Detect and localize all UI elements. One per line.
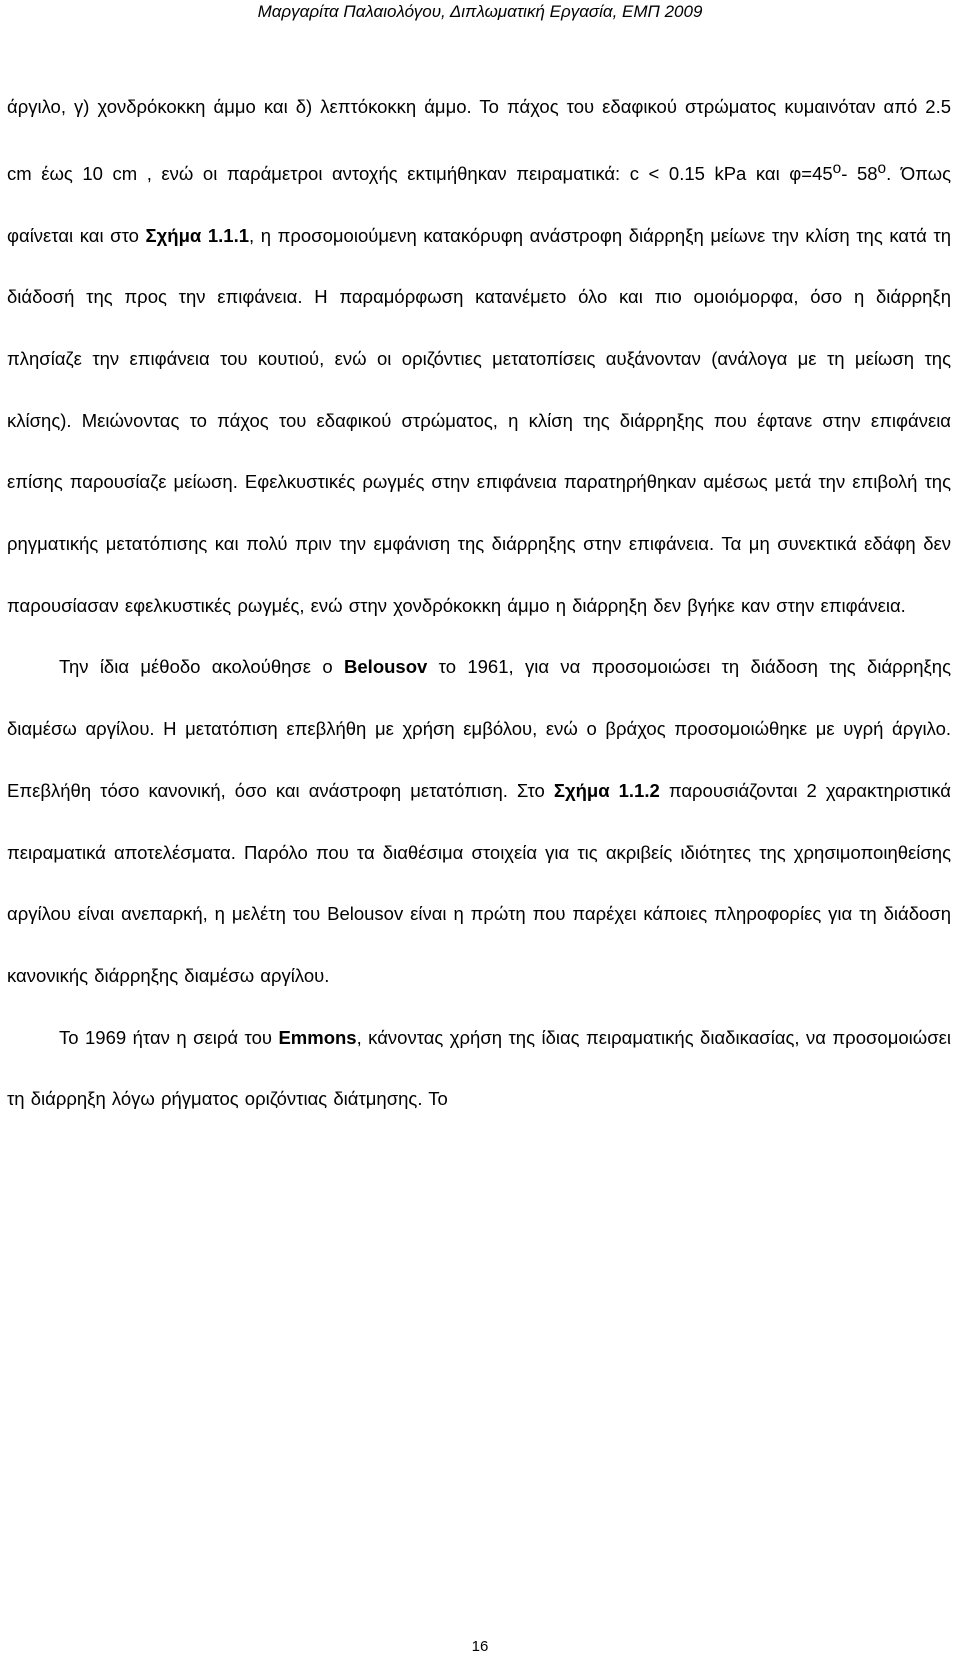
paragraph-3 <box>7 1007 951 1130</box>
text-run: , κάνοντας χρήση της ίδιας πειραματικής διαδικασίας, να προσομοιώσει τη διάρρηξη λόγω ρήγματος οριζόντιας διάτμησης. Το <box>7 1026 951 1110</box>
text-run: εκτιμήθηκαν πειραματικά: c < 0.15 kPa και φ=45 <box>407 162 833 184</box>
degree-superscript: ο <box>832 159 842 177</box>
paragraph-2 <box>7 636 951 1006</box>
text-run: , η προσομοιούμενη κατακόρυφη ανάστροφη διάρρηξη μείωνε την κλίση <box>249 224 850 246</box>
figure-reference: Σχήμα 1.1.2 <box>553 779 660 801</box>
text-run: Την ίδια μέθοδο ακολούθησε ο <box>59 656 345 678</box>
degree-superscript: ο <box>877 159 887 177</box>
text-run: παρουσιάζονται 2 χαρακτηριστικά πειραματικά αποτελέσματα. Παρόλο που τα διαθέσιμα στοιχεία για τις ακριβείς ιδιότητες της χρησιμοποιηθείσης αργίλου είναι ανεπαρκή, η μελέτη του Belousov είναι η πρώτη που παρέχει κάποιες πληροφορίες για τη διάδοση κανονικής διάρρηξης διαμέσω αργίλου. <box>7 779 951 986</box>
running-title: Μαργαρίτα Παλαιολόγου, Διπλωματική Εργασία, ΕΜΠ 2009 <box>257 2 703 21</box>
text-run: στρώματος κυμαινόταν από 2.5 cm έως 10 cm , ενώ οι παράμετροι αντοχής <box>7 96 952 184</box>
text-run: άργιλο, γ) χονδρόκοκκη άμμο και δ) λεπτόκοκκη άμμο. Το πάχος του εδαφικού <box>7 96 677 117</box>
text-run: της κατά τη διάδοσή της προς την επιφάνεια. Η παραμόρφωση κατανέμετο όλο και πιο ομοιόμορφα, όσο η διάρρηξη πλησίαζε την επιφάνεια του κουτιού, ενώ οι οριζόντιες μετατοπίσεις αυξάνονταν (ανάλογα με τη μείωση της κλίσης). Μειώνοντας το πάχος του εδαφικού στρώματος, η κλίση της διάρρηξης που έφτανε στην επιφάνεια επίσης παρουσίαζε μείωση. Εφελκυστικές ρωγμές στην επιφάνεια παρατηρήθηκαν αμέσως μετά την επιβολή της ρηγματικής μετατόπισης και πολύ πριν την εμφάνιση της διάρρηξης στην επιφάνεια. Τα μη συνεκτικά εδάφη δεν παρουσίασαν εφελκυστικές ρωγμές, ενώ στην χονδρόκοκκη άμμο η διάρρηξη δεν βγήκε καν στην επιφάνεια. <box>7 224 952 616</box>
text-run: Το 1969 ήταν η σειρά του <box>59 1026 279 1048</box>
running-header <box>0 2 960 22</box>
paragraph-1 <box>7 76 951 636</box>
text-run: - 58 <box>841 162 878 184</box>
author-name: Belousov <box>344 656 428 678</box>
author-name: Emmons <box>278 1026 357 1048</box>
figure-reference: Σχήμα 1.1.1 <box>145 224 249 246</box>
text-run: το 1961, για να προσομοιώσει τη διάδοση της διάρρηξης διαμέσω αργίλου. Η μετατόπιση επεβλήθη με χρήση εμβόλου, ενώ ο βράχος προσομοιώθηκε με υγρή άργιλο. Επεβλήθη τόσο κανονική, όσο και ανάστροφη μετατόπιση. Στο <box>7 656 951 801</box>
text-run: . Όπως φαίνεται και στο <box>7 162 952 246</box>
page-number: 16 <box>471 1638 489 1655</box>
document-body <box>7 76 951 1130</box>
